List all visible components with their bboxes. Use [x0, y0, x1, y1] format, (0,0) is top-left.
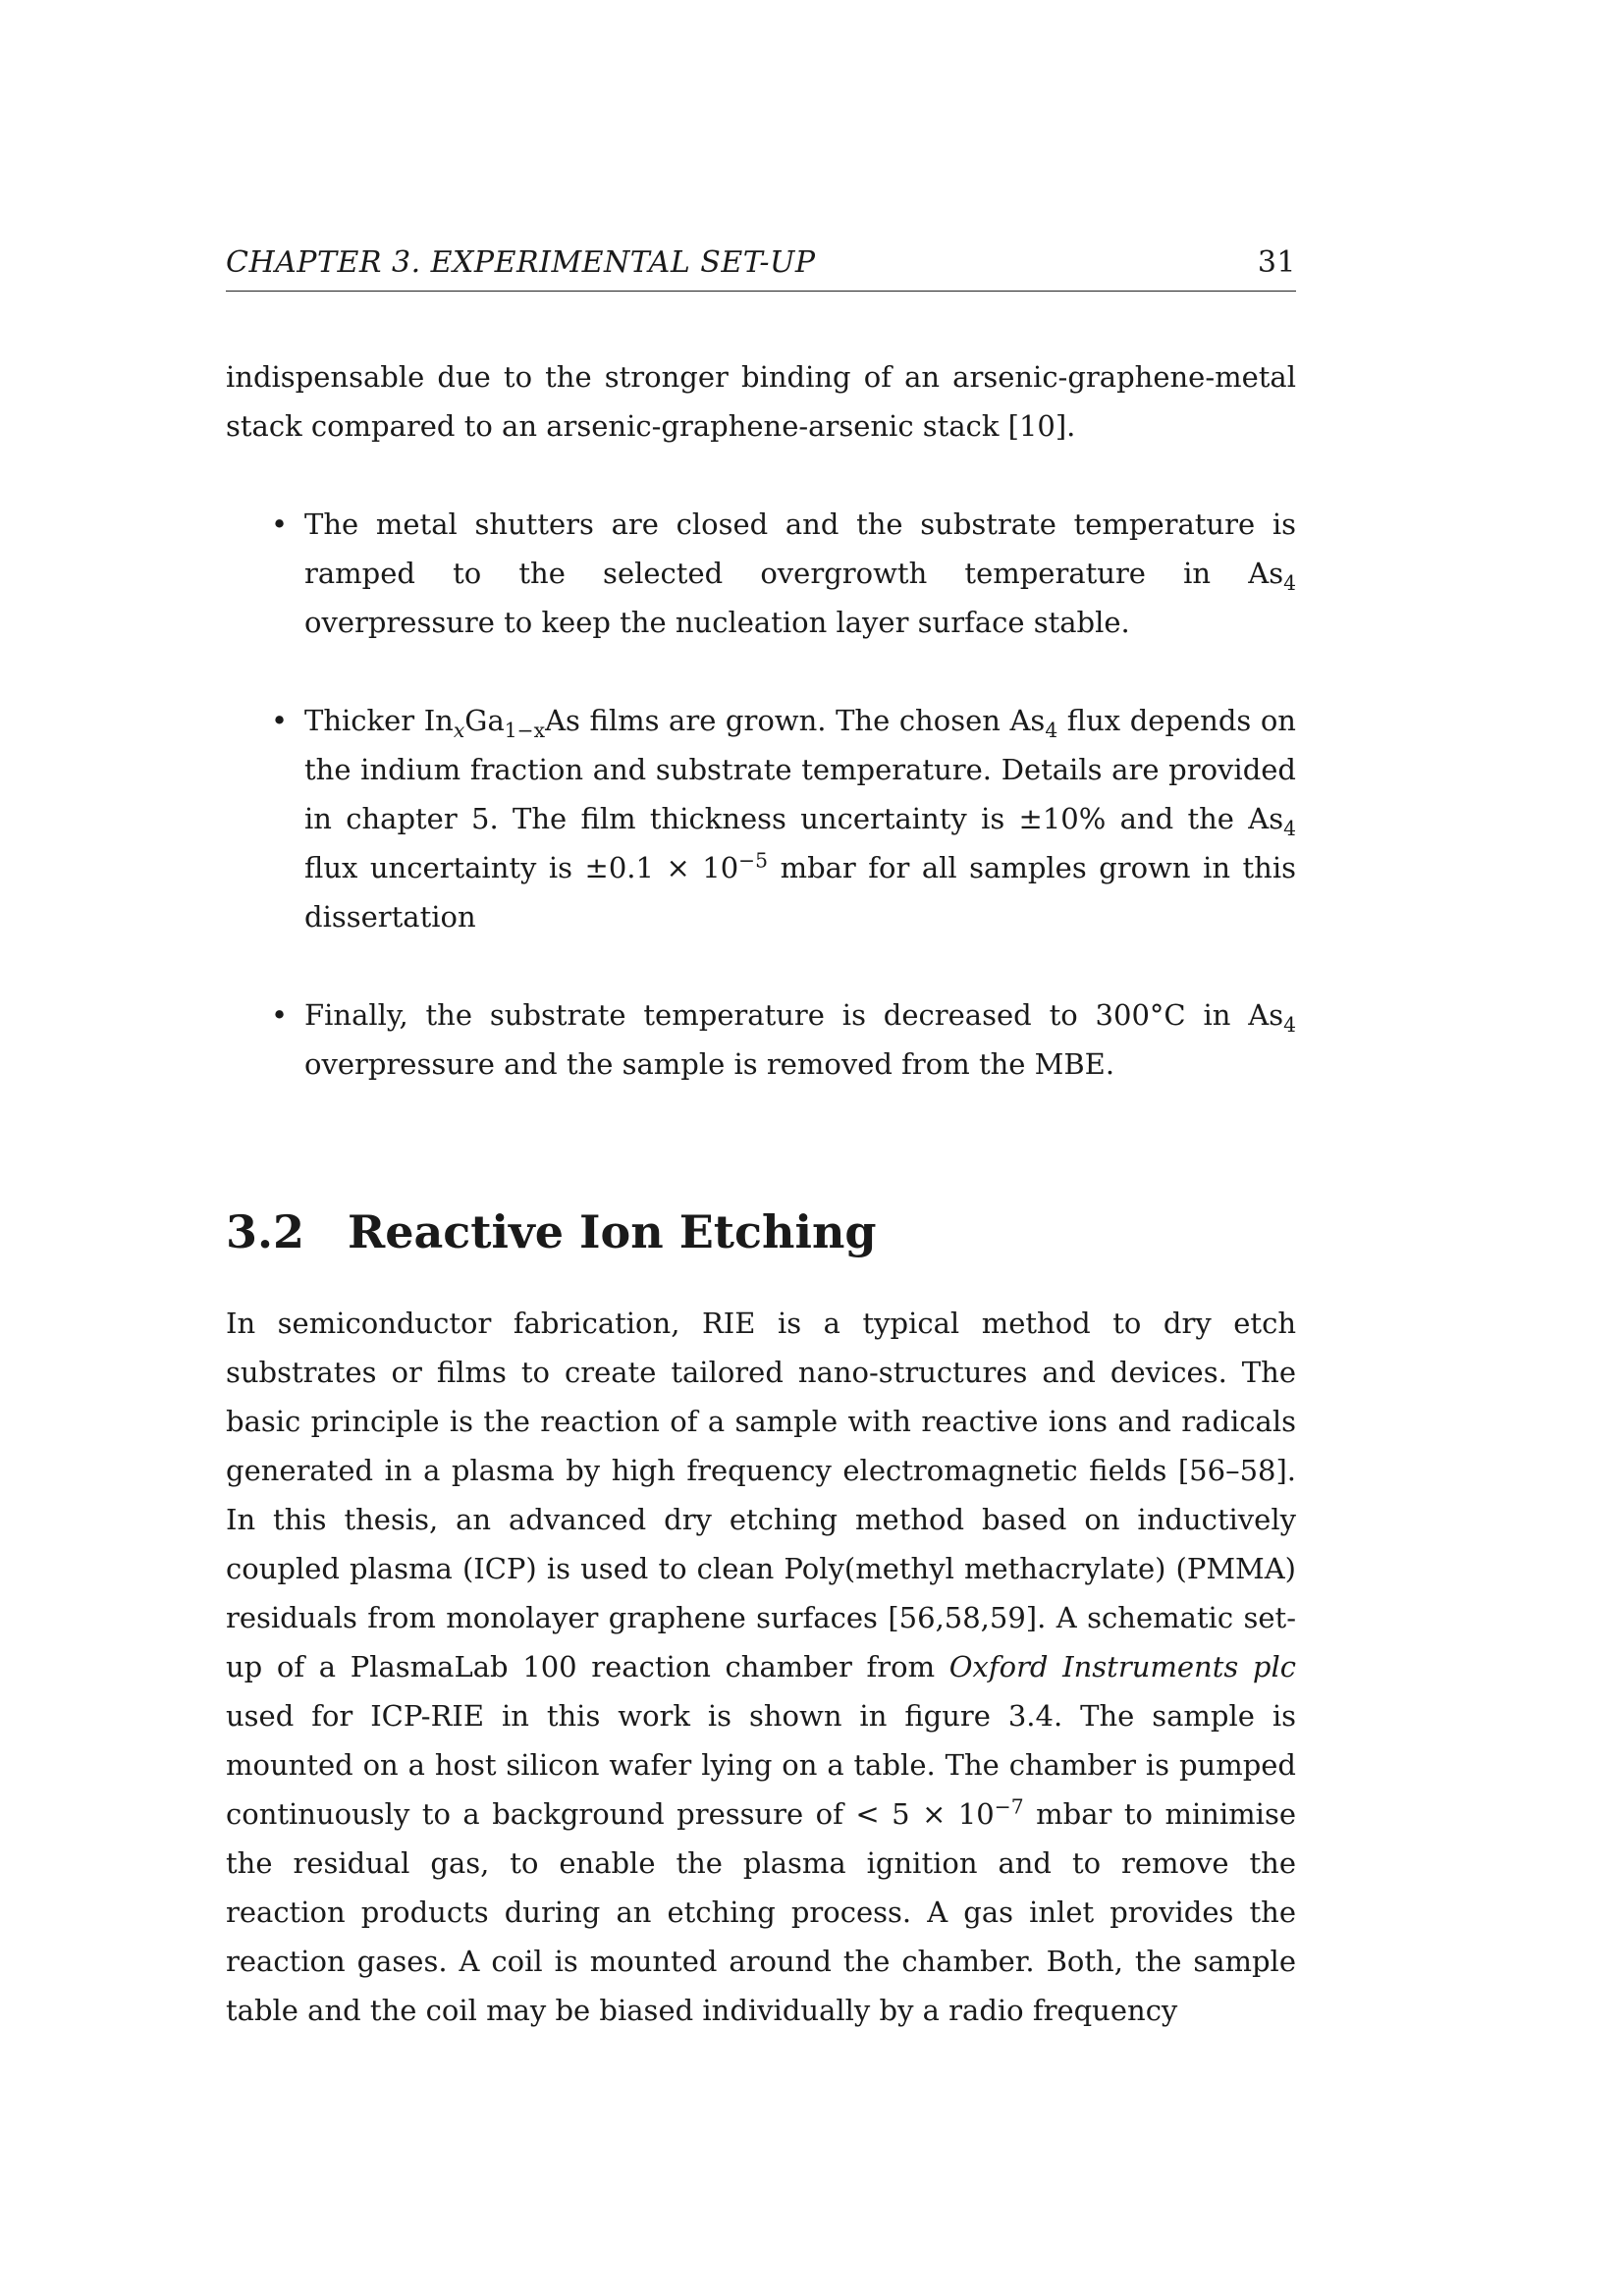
body-paragraph: In semiconductor fabrication, RIE is a typical method to dry etch substrates or films to create tailored nano-structures and devices. The basic principle is the reaction of a sample with reactive ions and radicals generated in a plasma by high frequency electromagnetic fields [56–58]. In this thesis, an advanced dry etching method based on inductively coupled plasma (ICP) is used to clean Poly(methyl methacrylate) (PMMA) residuals from monolayer graphene surfaces [56,58,59]. A schematic set-up of a PlasmaLab 100 reaction chamber from Oxford Instruments plc used for ICP-RIE in this work is shown in figure 3.4. The sample is mounted on a host silicon wafer lying on a table. The chamber is pumped continuously to a background pressure of < $5 \times 10^{-7}$ mbar to minimise the residual gas, to enable the plasma ignition and to remove the reaction products during an etching process. A gas inlet provides the reaction gases. A coil is mounted around the chamber. Both, the sample table and the coil may be biased individually by a radio frequency [226, 1307, 1296, 2028]
bullet-list [226, 500, 1296, 1089]
list-item: • Thicker $In_xGa_{1-x}As$ films are grown. The chosen $As_4$ flux depends on the indium fraction and substrate temperature. Details are provided in chapter 5. The film thickness uncertainty is ±10% and the $As_4$ flux uncertainty is $\pm 0.1 \times 10^{-5}$ mbar for all samples grown in this dissertation [304, 696, 1296, 941]
bullet-icon: • [271, 998, 289, 1032]
running-header [226, 245, 1296, 292]
bullet-icon: • [271, 507, 289, 541]
page-content [226, 352, 1296, 2035]
section-title: Reactive Ion Etching [348, 1205, 877, 1258]
list-item: • The metal shutters are closed and the substrate temperature is ramped to the selected overgrowth temperature in $As_4$ overpressure to keep the nucleation layer surface stable. [304, 500, 1296, 647]
section-heading [226, 1202, 1296, 1261]
company-name: Oxford Instruments plc [948, 1650, 1296, 1684]
section-number: 3.2 [226, 1205, 305, 1258]
bullet-icon: • [271, 704, 289, 737]
page-number: 31 [1257, 245, 1296, 280]
document-page [226, 245, 1296, 2063]
continued-paragraph: indispensable due to the stronger binding of an arsenic-graphene-metal stack compared to an arsenic-graphene-arsenic stack [10]. [226, 360, 1296, 443]
list-item: • Finally, the substrate temperature is decreased to 300°C in $As_4$ overpressure and the sample is removed from the MBE. [304, 990, 1296, 1089]
chapter-title: CHAPTER 3. EXPERIMENTAL SET-UP [226, 245, 816, 280]
